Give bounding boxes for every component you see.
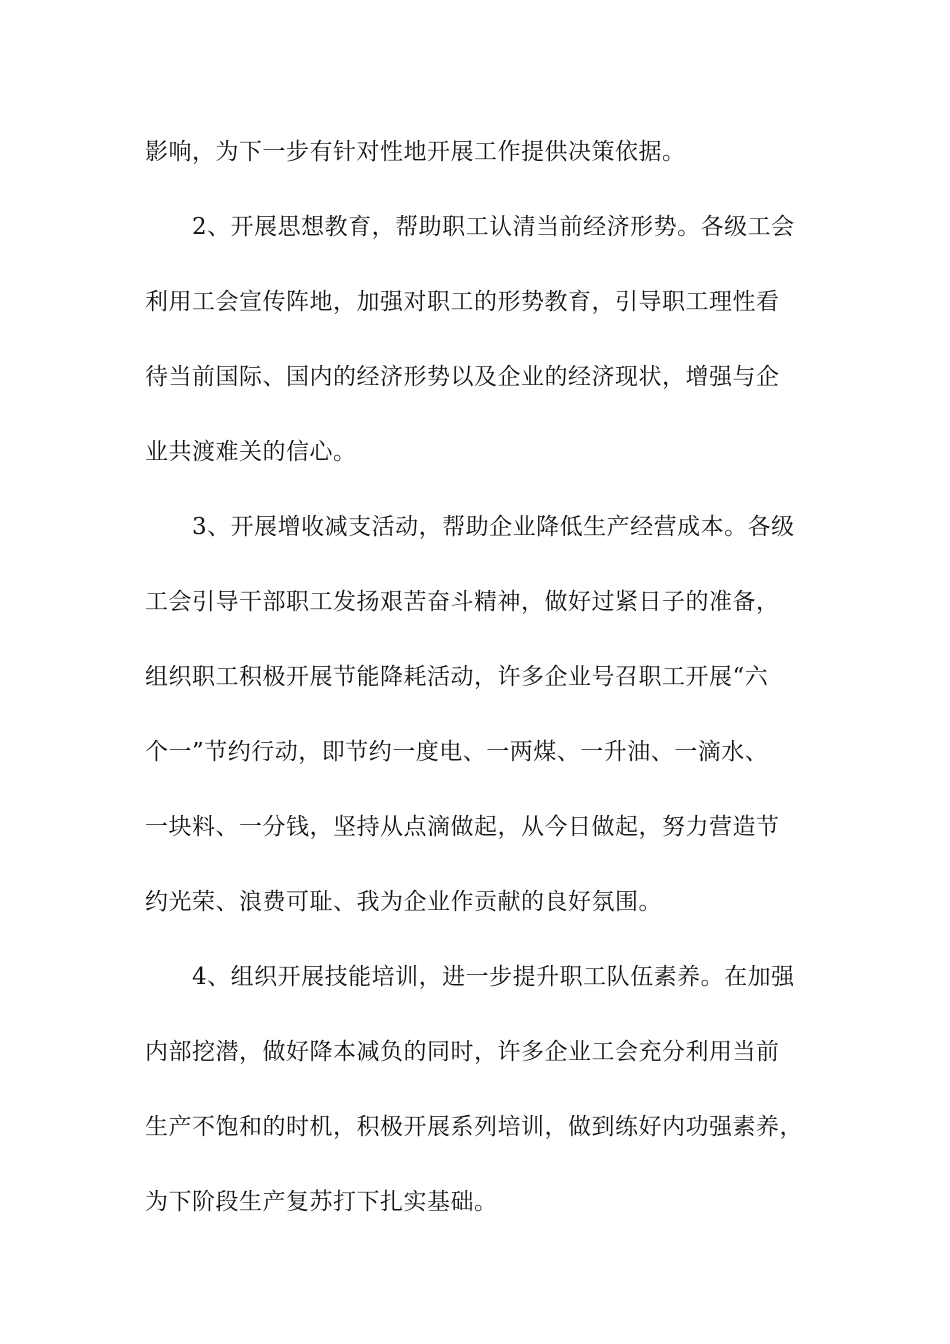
paragraph-4-first-line: 4、组织开展技能培训，进一步提升职工队伍素养。在加强 — [192, 964, 795, 990]
body-text-line: 业共渡难关的信心。 — [145, 439, 357, 465]
body-text-line: 为下阶段生产复苏打下扎实基础。 — [145, 1189, 498, 1215]
body-text-line: 内部挖潜，做好降本减负的同时，许多企业工会充分利用当前 — [145, 1039, 780, 1065]
paragraph-3-first-line: 3、开展增收减支活动，帮助企业降低生产经营成本。各级 — [192, 514, 795, 540]
paragraph-2-first-line: 2、开展思想教育，帮助职工认清当前经济形势。各级工会 — [192, 214, 795, 240]
body-text-line: 利用工会宣传阵地，加强对职工的形势教育，引导职工理性看 — [145, 289, 780, 315]
body-text-line: 待当前国际、国内的经济形势以及企业的经济现状，增强与企 — [145, 364, 780, 390]
body-text-line: 约光荣、浪费可耻、我为企业作贡献的良好氛围。 — [145, 889, 662, 915]
body-text-line: 组织职工积极开展节能降耗活动，许多企业号召职工开展“六 — [145, 664, 769, 690]
body-text-line: 工会引导干部职工发扬艰苦奋斗精神，做好过紧日子的准备， — [145, 589, 780, 615]
body-text-line: 个一”节约行动，即节约一度电、一两煤、一升油、一滴水、 — [145, 739, 769, 765]
body-text-line: 影响，为下一步有针对性地开展工作提供决策依据。 — [145, 139, 686, 165]
body-text-line: 生产不饱和的时机，积极开展系列培训，做到练好内功强素养， — [145, 1114, 803, 1140]
body-text-line: 一块料、一分钱，坚持从点滴做起，从今日做起，努力营造节 — [145, 814, 780, 840]
